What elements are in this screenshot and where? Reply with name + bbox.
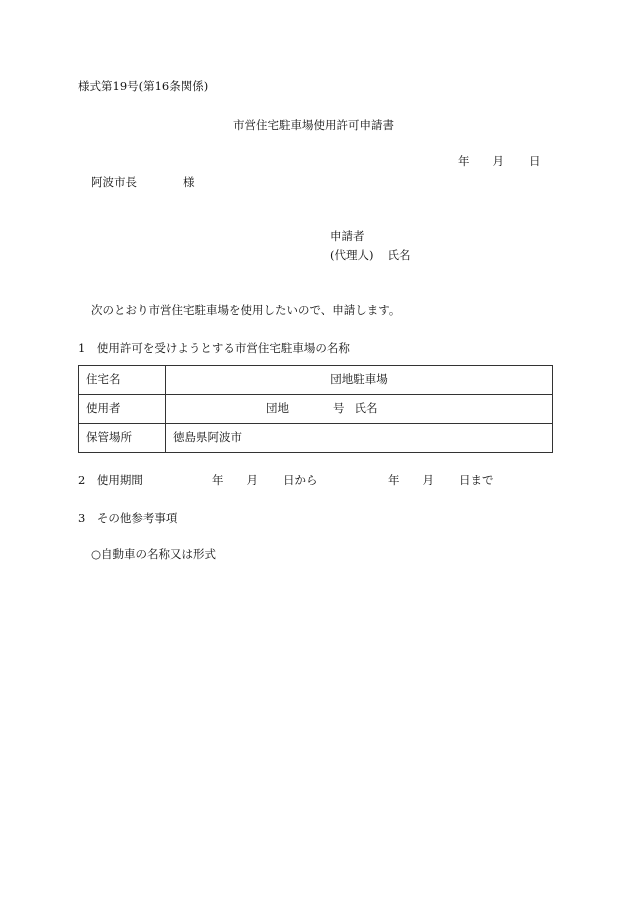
intro-text: 次のとおり市営住宅駐車場を使用したいので、申請します。 <box>91 303 401 317</box>
section3-item: ○自動車の名称又は形式 <box>91 547 217 561</box>
row-label-housing: 住宅名 <box>79 366 166 395</box>
section3-heading: 3 その他参考事項 <box>78 511 178 525</box>
period-from <box>212 475 318 487</box>
applicant-label: 申請者 <box>330 229 365 243</box>
user-value <box>166 395 553 424</box>
date-month-label: 月 <box>492 154 504 168</box>
to-year-label: 年 <box>388 473 400 487</box>
parking-info-table <box>78 365 553 453</box>
applicant-proxy: (代理人) <box>330 248 374 262</box>
from-month-label: 月 <box>246 473 258 487</box>
row-label-storage: 保管場所 <box>79 424 166 453</box>
date-day-label: 日 <box>529 154 541 168</box>
storage-location-value: 徳島県阿波市 <box>166 424 553 453</box>
date-year-label: 年 <box>458 154 470 168</box>
table-row <box>79 395 553 424</box>
from-year-label: 年 <box>212 473 224 487</box>
addressee <box>91 177 195 189</box>
table-row <box>79 424 553 453</box>
section2-heading: 2 使用期間 <box>78 473 143 487</box>
section1-heading: 1 使用許可を受けようとする市営住宅駐車場の名称 <box>78 341 350 355</box>
applicant-name-label: 氏名 <box>387 248 411 262</box>
addressee-name: 阿波市長 <box>91 175 137 189</box>
to-month-label: 月 <box>422 473 434 487</box>
row-label-user: 使用者 <box>79 395 166 424</box>
user-gou: 号 <box>333 401 345 416</box>
housing-name-value: 団地駐車場 <box>166 366 553 395</box>
user-shimei: 氏名 <box>354 401 378 416</box>
applicant-line <box>330 250 410 262</box>
user-danchi: 団地 <box>266 401 289 416</box>
page-title: 市営住宅駐車場使用許可申請書 <box>233 118 394 132</box>
table-row <box>79 366 553 395</box>
to-day-label: 日まで <box>459 473 494 487</box>
form-number: 様式第19号(第16条関係) <box>78 79 209 93</box>
date-line <box>458 156 541 168</box>
addressee-honorific: 様 <box>183 175 195 189</box>
from-day-label: 日から <box>283 473 318 487</box>
period-to <box>388 475 494 487</box>
